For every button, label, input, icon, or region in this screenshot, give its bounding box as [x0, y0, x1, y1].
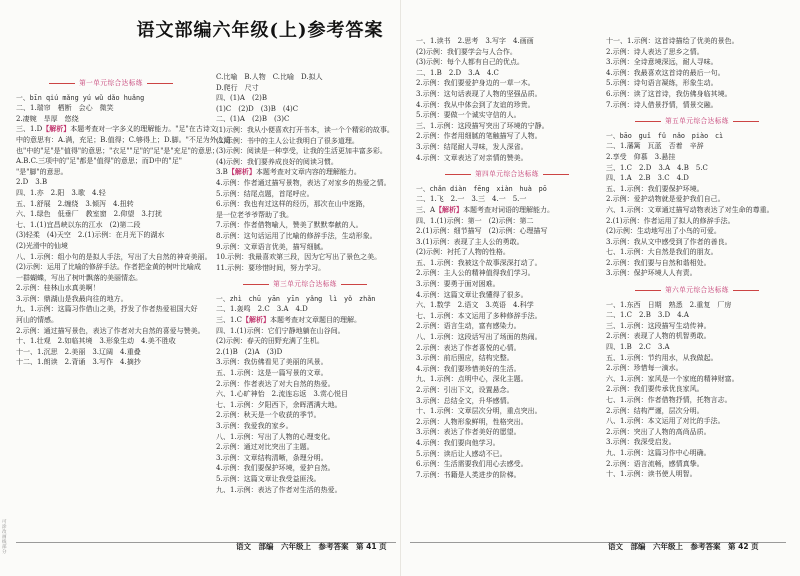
- answer-line: 3.示例：前后照应，结构完整。: [416, 354, 514, 363]
- header-rule: [147, 83, 173, 84]
- answer-line: 三、1.C 2.D 3.A 4.B 5.C: [606, 163, 708, 172]
- answer-line: 3.示例：总结全文，升华感情。: [416, 396, 514, 405]
- answer-line: 9.示例：文章语言优美，描写细腻。: [216, 242, 328, 251]
- answer-line: 4.示例：文章表达了对亲情的赞美。: [416, 153, 528, 162]
- answer-line: D.爬行 尺寸: [216, 83, 259, 92]
- answer-line: 三、1.示例：这段描写突出了环境的宁静。: [416, 121, 549, 130]
- answer-line: 3.示例：全诗意境深远，耐人寻味。: [606, 58, 718, 67]
- answer-line: 2.示例：诗人表达了思乡之情。: [606, 47, 704, 56]
- answer-line: (2)示例：春天的田野充满了生机。: [216, 337, 324, 346]
- answer-line: (2)光滑中的仙境: [16, 241, 68, 250]
- answer-line: 2.示例：语言生动，富有感染力。: [416, 322, 521, 331]
- answer-line: 六、1.示例：文章通过描写动物表达了对生命的尊重。: [606, 205, 774, 214]
- answer-line: 二、1.B 2.D 3.A 4.C: [416, 68, 499, 77]
- answer-line: 2.示例：引出下文，设置悬念。: [416, 386, 514, 394]
- answer-line: (2)示例：运用了比喻的修辞手法。作者把金黄的树叶比喻成: [16, 263, 201, 272]
- side-caption: 可涂改画线部分: [2, 520, 7, 555]
- footer-left: 语文 部编 六年级上 参考答案 第 41 页: [236, 542, 387, 551]
- answer-line: 3.示例：我爱我的家乡。: [216, 422, 293, 430]
- answer-line: 2.示例：突出了人物的高尚品质。: [606, 427, 711, 436]
- answer-line: 八、1.示例：组小句的是拟人手法，写出了大自然的神奇美丽。: [16, 252, 212, 261]
- answer-line: 七、1.示例：作者借物抒情，托物言志。: [606, 396, 732, 404]
- analysis-tag: 【解析】: [435, 204, 464, 214]
- column-1: [16, 72, 231, 368]
- analysis-tag: 【解析】: [227, 167, 256, 177]
- answer-line: 七、1.(1)宜昌峡以东的江水 (2)第二段: [16, 220, 141, 229]
- column-2: [216, 72, 394, 495]
- answer-line: 一、1.东西 日期 熟悉 2.重复 厂房: [606, 300, 732, 309]
- answer-line: 五、1.舒展 2.缠绕 3.倾泻 4.扭转: [16, 199, 134, 208]
- answer-line: 2.示例：珍惜每一滴水。: [606, 364, 683, 373]
- answer-line: 3.示例：表达了作者美好的愿望。: [416, 428, 521, 437]
- answer-line: 四、(1)A (2)B: [216, 94, 268, 103]
- answer-line: 也"中的"足"是"值得"的意思；"衣足""足"的"足"是"充足"的意思；: [16, 146, 219, 155]
- answer-line: (1)C (2)D (3)B (4)C: [216, 104, 299, 113]
- answer-line: (2)示例：书中的主人公让我明白了很多道理。: [216, 136, 359, 145]
- section-title: 第六单元综合达标练: [665, 286, 729, 295]
- answer-line: 2.享受 仰慕 3.悬挂: [606, 152, 676, 161]
- header-rule: [733, 121, 759, 122]
- header-rule: [733, 290, 759, 291]
- answer-line: 四、1.(1)示例：第一 (2)示例：第二: [416, 216, 534, 225]
- answer-line: 4.示例：这篇文章让我懂得了很多。: [416, 290, 528, 299]
- answer-line: (3)示例：阅读是一种享受，让我的生活更加丰富多彩。: [216, 147, 387, 156]
- answer-line: 九、1.示例：这篇习作中心明确。: [606, 448, 711, 457]
- answer-line: "是"脚"的意思。: [16, 167, 68, 176]
- answer-line: 四、1.A 2.B 3.C 4.D: [606, 174, 689, 183]
- answer-line: 二、1.轰鸣 2.C 3.A 4.D: [216, 305, 308, 314]
- answer-line: 三、A【解析】本题考查对词语的理解能力。: [416, 204, 555, 214]
- answer-line: 十、1.示例：文章层次分明，重点突出。: [416, 407, 542, 416]
- answer-line: 四、1.(1)示例：它们宁静地躺在山谷间。: [216, 326, 345, 335]
- section-header: [606, 285, 788, 296]
- answer-line: 2.示例：结构严谨，层次分明。: [606, 406, 704, 415]
- answer-line: 3.示例：我从文中感受到了作者的善良。: [606, 237, 732, 246]
- answer-line: 5.示例：读后让人感动不已。: [416, 449, 507, 458]
- answer-line: 7.示例：作者借物喻人，赞美了默默奉献的人。: [216, 221, 363, 230]
- section-header: [16, 78, 206, 89]
- answer-line: 一群蝴蝶，写出了树叶飘落的美丽情态。: [16, 273, 142, 282]
- answer-line: 5.示例：结尾点题，首尾呼应。: [216, 189, 314, 198]
- answer-line: 4.示例：我最喜欢这首诗的最后一句。: [606, 68, 725, 77]
- answer-line: 九、1.示例：点明中心，深化主题。: [416, 375, 528, 384]
- answer-line: (3)示例：每个人都有自己的优点。: [416, 58, 524, 67]
- answer-line: 四、1.亦 2.阳 3.歌 4.轻: [16, 188, 106, 197]
- answer-line: 2.示例：作者表达了对大自然的热爱。: [216, 379, 335, 388]
- header-rule: [543, 174, 569, 175]
- answer-line: 4.示例：我们要向他学习。: [416, 438, 500, 447]
- answer-line: (1)示例：我从小便喜欢打开书本，读一个个精彩的故事。: [216, 125, 394, 134]
- answer-line: 五、1.示例：节约用水，从我做起。: [606, 353, 718, 362]
- answer-line: 4.示例：我们要保护环境，爱护自然。: [216, 464, 335, 473]
- answer-line: 7.示例：诗人借景抒情，情景交融。: [606, 100, 718, 109]
- answer-line: 三、1.C【解析】本题考查对文章题目的理解。: [216, 315, 362, 325]
- answer-line: 3.示例：结尾耐人寻味，发人深省。: [416, 142, 528, 151]
- answer-line: 2.示例：通过描写景色，表达了作者对大自然的喜爱与赞美。: [16, 326, 205, 335]
- answer-line: 3.示例：要勇于面对困难。: [416, 280, 500, 289]
- column-3: [416, 36, 598, 480]
- section-title: 第五单元综合达标练: [665, 117, 729, 126]
- header-rule: [445, 174, 471, 175]
- answer-line: (4)示例：我们要养成良好的阅读习惯。: [216, 157, 338, 166]
- answer-line: 3.(1)示例：表现了主人公的勇敢。: [416, 237, 524, 246]
- header-rule: [49, 83, 75, 84]
- answer-line: 3.示例：这句话表现了人物的坚强品质。: [416, 89, 542, 98]
- answer-line: 7.示例：书籍是人类进步的阶梯。: [416, 470, 521, 479]
- answer-line: 3.示例：文章结构清晰，条理分明。: [216, 453, 328, 462]
- page-gutter: [400, 0, 401, 576]
- answer-line: 2.示例：表现了人物的机智勇敢。: [606, 332, 711, 341]
- answer-line: 10.示例：我最喜欢第三段，因为它写出了景色之美。: [216, 253, 382, 262]
- answer-line: 二、1.瑞帘 栖断 会心 微笑: [16, 104, 114, 113]
- answer-line: 3.示例：我深受启发。: [606, 438, 676, 447]
- pinyin-line: 一、zhì chū yān yīn yǎng lì yǒ zhǎn: [216, 294, 376, 303]
- answer-line: 2.示例：我们要爱护身边的一草一木。: [416, 79, 535, 88]
- answer-line: 4.示例：作者通过描写景物，表达了对家乡的热爱之情。: [216, 178, 391, 187]
- answer-line: 2.示例：秋天是一个收获的季节。: [216, 411, 321, 420]
- header-rule: [635, 121, 661, 122]
- section-title: 第四单元综合达标练: [475, 170, 539, 179]
- answer-line: (2)示例：生动地写出了小鸟的可爱。: [606, 227, 721, 236]
- answer-line: 2.凄婉 旱厚 悠绕: [16, 114, 79, 123]
- answer-line: 6.示例：我也有过这样的经历，那次在山中迷路，: [216, 200, 370, 209]
- pinyin-line: 一、bīn qiú mǎng yú wǔ dǎo huǎng: [16, 93, 145, 102]
- answer-line: 2.(1)示例：作者运用了拟人的修辞手法。: [606, 216, 735, 225]
- header-rule: [243, 284, 269, 285]
- answer-line: 2.示例：作者用细腻的笔触描写了人物。: [416, 132, 542, 141]
- answer-line: 十、1.壮观 2.如临其境 3.形象生动 4.美不胜收: [16, 337, 176, 346]
- section-header: [606, 116, 788, 127]
- answer-line: 3.示例：我仿佛看见了美丽的风景。: [216, 358, 328, 367]
- answer-line: 十一、1.沉思 2.美丽 3.辽阔 4.重叠: [16, 347, 141, 356]
- answer-line: C.比喻 B.人物 C.比喻 D.拟人: [216, 73, 323, 81]
- answer-line: 2.示例：爱护动物就是爱护我们自己。: [606, 195, 725, 204]
- answer-line: 二、1.C 2.B 3.D 4.A: [606, 311, 689, 320]
- answer-line: 六、1.心旷神怡 2.流连忘返 3.赏心悦目: [216, 390, 349, 399]
- answer-line: 5.示例：诗句语言凝练，形象生动。: [606, 79, 718, 88]
- answer-line: 三、1.D【解析】本题考查对一字多义的理解能力。"足"在古诗文: [16, 124, 217, 134]
- answer-line: 8.示例：这句话运用了比喻的修辞手法，生动形象。: [216, 231, 377, 240]
- answer-line: 6.示例：生活需要我们用心去感受。: [416, 460, 528, 469]
- answer-line: 七、1.示例：大自然是我们的朋友。: [606, 248, 718, 257]
- answer-line: 4.示例：我们要珍惜美好的生活。: [416, 364, 521, 373]
- answer-line: 九、1.示例：表达了作者对生活的热爱。: [216, 485, 342, 494]
- answer-line: 2.D 3.B: [16, 178, 48, 187]
- section-title: 第一单元综合达标练: [79, 79, 143, 87]
- answer-line: 4.示例：我从中体会到了友谊的珍贵。: [416, 100, 535, 109]
- header-rule: [635, 290, 661, 291]
- pinyin-line: 一、bāo guǐ fǔ nǎo piào cì: [606, 131, 724, 140]
- section-header: [416, 169, 598, 180]
- answer-line: 2.示例：语言流畅，感情真挚。: [606, 459, 704, 468]
- answer-line: 二、(1)A (2)B (3)C: [216, 115, 290, 124]
- answer-line: 2.示例：人物形象鲜明，性格突出。: [416, 417, 528, 426]
- answer-line: 六、1.示例：家风是一个家庭的精神财富。: [606, 374, 739, 383]
- answer-line: 三、1.示例：这段描写生动传神。: [606, 321, 711, 330]
- answer-line: 河山的情感。: [16, 316, 58, 325]
- answer-line: 11.示例：要珍惜时间，努力学习。: [216, 263, 326, 272]
- answer-line: 5.示例：这篇文章让我受益匪浅。: [216, 474, 321, 483]
- analysis-tag: 【解析】: [242, 315, 271, 325]
- answer-line: 八、1.示例：写出了人物的心理变化。: [216, 432, 335, 441]
- answer-line: (3)轻柔 (4)天空 2.(1)示例：在月光下的湖水: [16, 231, 165, 240]
- answer-line: 十、1.示例：读书使人明智。: [606, 470, 697, 479]
- answer-line: 七、1.示例：本文运用了多种修辞手法。: [416, 311, 542, 320]
- answer-line: (2)示例：衬托了人物的性格。: [416, 248, 510, 257]
- analysis-tag: 【解析】: [42, 124, 71, 134]
- answer-line: 2.示例：表达了作者喜悦的心情。: [416, 343, 521, 352]
- answer-line: 四、1.B 2.C 3.A: [606, 343, 670, 352]
- answer-line: 3.示例：保护环境人人有责。: [606, 269, 697, 278]
- answer-line: 五、1.示例：我们要保护环境。: [606, 184, 704, 193]
- answer-line: 五、1.示例：这是一篇写景的文章。: [216, 369, 328, 378]
- section-header: [216, 279, 394, 290]
- answer-line: 七、1.示例：夕阳西下，余晖洒满大地。: [216, 400, 342, 409]
- answer-line: 3.B【解析】本题考查对文章内容的理解能力。: [216, 167, 361, 177]
- answer-line: 十一、1.示例：这首诗描绘了优美的景色。: [606, 37, 739, 45]
- answer-line: (2)示例：我们要学会与人合作。: [416, 47, 517, 56]
- answer-line: 2.示例：我们要与自然和谐相处。: [606, 258, 711, 267]
- page-title: 语文部编六年级(上)参考答案: [136, 20, 384, 41]
- answer-line: 2.示例：通过对比突出了主题。: [216, 443, 314, 452]
- answer-line: 八、1.示例：本文运用了对比的手法。: [606, 417, 725, 426]
- answer-line: 一、1.读书 2.思考 3.写字 4.画画: [416, 37, 534, 45]
- answer-line: 2.(1)示例：细节描写 (2)示例：心理描写: [416, 227, 548, 236]
- answer-line: A.B.C.三项中的"足"都是"值得"的意思；而D中的"足": [16, 157, 182, 166]
- answer-line: 九、1.示例：这篇习作借山之美，抒发了作者热爱祖国大好: [16, 305, 198, 314]
- answer-line: 中的意思有：A.满，充足；B.值得；C.够得上；D.脚。"不足为外人道: [16, 135, 231, 144]
- header-rule: [341, 284, 367, 285]
- answer-line: 2.示例：主人公的精神值得我们学习。: [416, 269, 535, 278]
- answer-line: 2.示例：桂林山水真美啊！: [16, 284, 100, 293]
- answer-line: 二、1.飞 2.一 3.三 4.一 5.一: [416, 195, 527, 204]
- answer-line: 二、1.藩篱 瓦蓝 否着 辛辞: [606, 142, 704, 151]
- pinyin-line: 一、chǎn diàn fēng xiàn huà pō: [416, 184, 547, 193]
- column-4: [606, 36, 788, 480]
- answer-line: 六、1.数学 2.语文 3.英语 4.科学: [416, 301, 534, 310]
- footer-right: 语文 部编 六年级上 参考答案 第 42 页: [608, 542, 759, 551]
- answer-line: 是一位老爷爷帮助了我。: [216, 210, 293, 219]
- answer-line: 6.示例：读了这首诗，我仿佛身临其境。: [606, 89, 732, 98]
- answer-line: 八、1.示例：这段话写出了场面的热闹。: [416, 333, 542, 342]
- answer-line: 六、1.绿色 低垂厂 教室窗 2.仰望 3.打扰: [16, 210, 163, 219]
- answer-line: 五、1.示例：我被这个故事深深打动了。: [416, 258, 542, 267]
- answer-line: 3.示例：鼎湖山是我最向往的地方。: [16, 294, 128, 303]
- answer-line: 十二、1.朗读 2.背诵 3.写作 4.摘抄: [16, 358, 141, 367]
- answer-line: 5.示例：要做一个诚实守信的人。: [416, 111, 521, 120]
- answer-line: 2.(1)B (2)A (3)D: [216, 347, 283, 356]
- section-title: 第三单元综合达标练: [273, 280, 337, 289]
- answer-line: 2.示例：我们要传承优良家风。: [606, 385, 704, 394]
